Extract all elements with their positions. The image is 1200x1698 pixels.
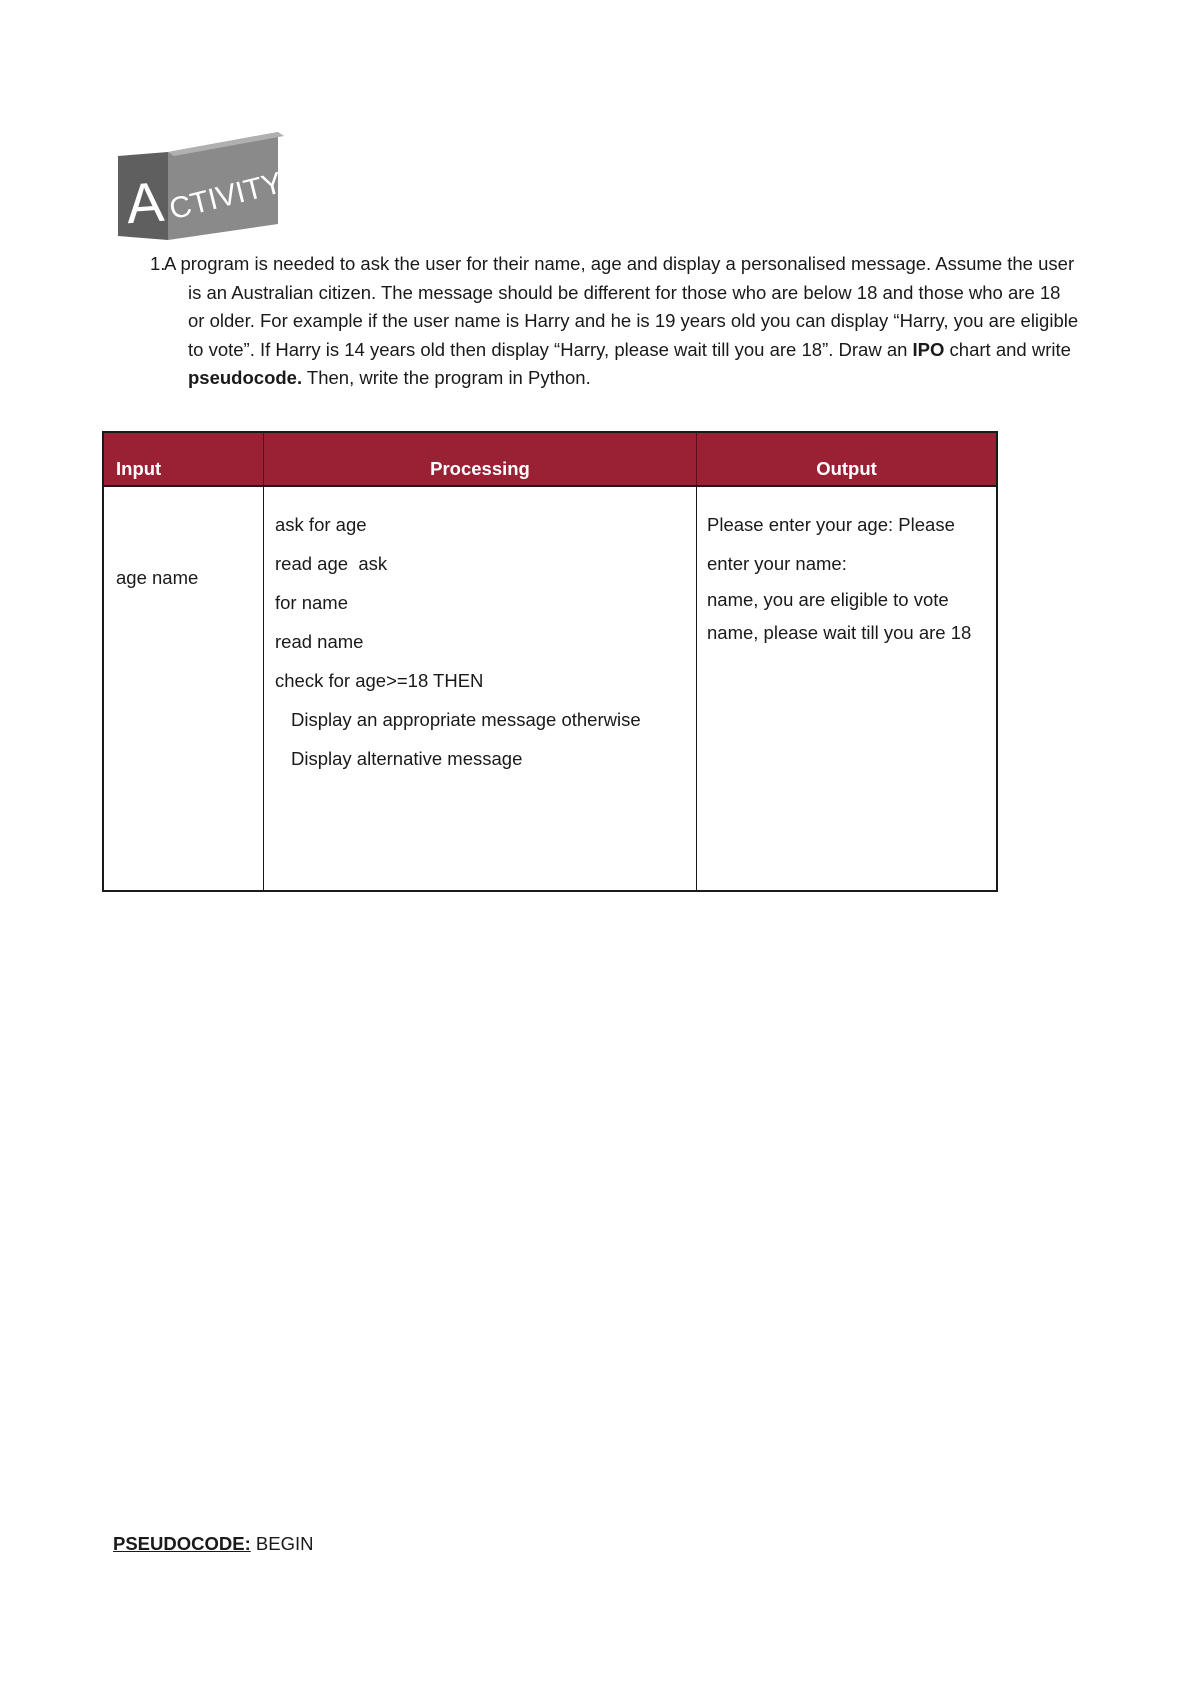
output-line: name, you are eligible to vote name, please wait till you are 18 xyxy=(707,589,972,643)
question-number: 1. xyxy=(150,253,166,274)
ipo-chart-table xyxy=(102,431,998,892)
question-text: A program is needed to ask the user for their name, age and display a personalised message. Assume the user is an Australian citizen. The message should be different for those who are below 18 and those who are 18 or older. For example if the user name is Harry and he is 19 years old you can display “Harry, you are eligible to vote”. If Harry is 14 years old then display “Harry, please wait till you are 18”. Draw an IPO chart and write pseudocode. Then, write the program in Python. xyxy=(164,253,1079,388)
processing-line: for name xyxy=(275,592,349,613)
processing-line: check for age>=18 THEN xyxy=(275,670,484,691)
question-1 xyxy=(150,250,1080,393)
header-processing: Processing xyxy=(263,433,696,485)
processing-line: Display an appropriate message otherwise xyxy=(291,709,641,730)
processing-line: read name xyxy=(275,631,364,652)
activity-logo xyxy=(116,128,286,240)
header-output: Output xyxy=(696,433,996,485)
pseudocode-value: BEGIN xyxy=(250,1533,314,1554)
processing-line: Display alternative message xyxy=(291,748,523,769)
pseudocode-label: PSEUDOCODE: xyxy=(113,1533,251,1554)
logo-text-ctivity: CTIVITY xyxy=(166,166,286,227)
processing-line: ask for age xyxy=(275,514,367,535)
pseudocode-line xyxy=(113,1533,313,1555)
output-line: enter your name: xyxy=(707,553,847,574)
processing-cell xyxy=(263,485,696,890)
input-cell: age name xyxy=(104,485,263,890)
output-cell xyxy=(696,485,996,890)
processing-line: read age ask xyxy=(275,553,388,574)
header-input: Input xyxy=(104,433,263,485)
logo-letter-a: A xyxy=(124,169,166,236)
output-line: Please enter your age: Please xyxy=(707,514,955,535)
